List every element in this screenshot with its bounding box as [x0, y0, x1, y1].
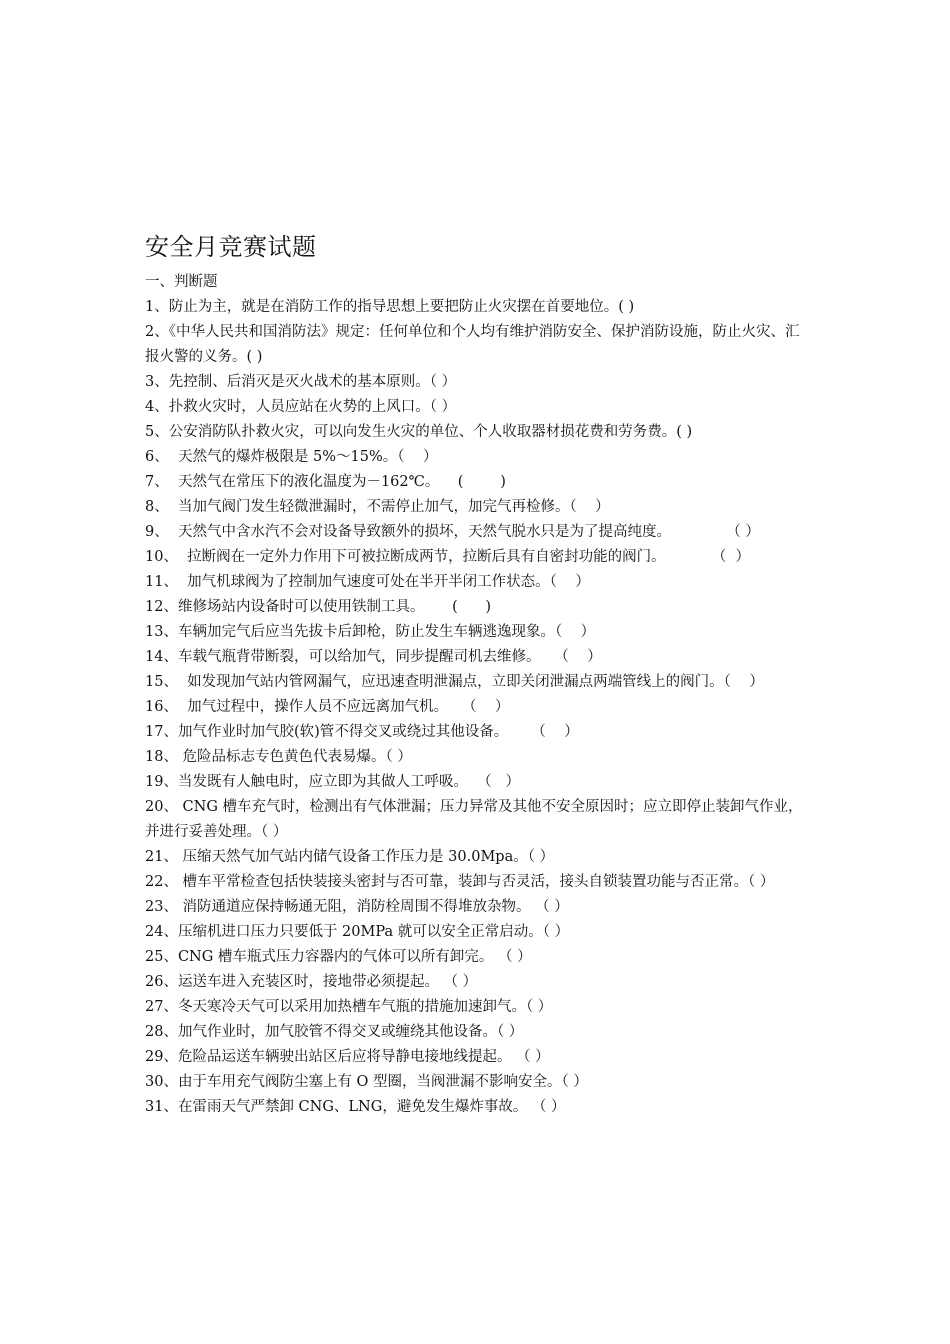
question-item: 30、由于车用充气阀防尘塞上有 O 型圈，当阀泄漏不影响安全。（ ）	[145, 1074, 588, 1090]
question-item: 3、先控制、后消灭是灭火战术的基本原则。（ ）	[145, 374, 457, 390]
document-body	[145, 230, 810, 1120]
question-item: 4、扑救火灾时，人员应站在火势的上风口。（ ）	[145, 399, 457, 415]
question-item: 10、 拉断阀在一定外力作用下可被拉断成两节，拉断后具有自密封功能的阀门。 （ ）	[145, 549, 750, 565]
question-item: 21、 压缩天然气加气站内储气设备工作压力是 30.0Mpa。（ ）	[145, 849, 555, 865]
question-item: 18、 危险品标志专色黄色代表易爆。（ ）	[145, 749, 412, 765]
question-list	[145, 295, 810, 1120]
question-item: 5、公安消防队扑救火灾，可以向发生火灾的单位、个人收取器材损花费和劳务费。( )	[145, 424, 693, 440]
question-item: 8、 当加气阀门发生轻微泄漏时，不需停止加气，加完气再检修。（ ）	[145, 499, 610, 515]
question-item: 7、 天然气在常压下的液化温度为－162℃。 ( )	[145, 474, 506, 490]
question-item: 31、在雷雨天气严禁卸 CNG、LNG，避免发生爆炸事故。 （ ）	[145, 1099, 566, 1115]
question-item: 11、 加气机球阀为了控制加气速度可处在半开半闭工作状态。（ ）	[145, 574, 590, 590]
question-item: 1、防止为主，就是在消防工作的指导思想上要把防止火灾摆在首要地位。( )	[145, 299, 635, 315]
question-item: 27、冬天寒冷天气可以采用加热槽车气瓶的措施加速卸气。（ ）	[145, 999, 553, 1015]
question-item: 9、 天然气中含水汽不会对设备导致额外的损坏，天然气脱水只是为了提高纯度。 （ ）	[145, 524, 760, 540]
question-item: 17、加气作业时加气胶(软)管不得交叉或绕过其他设备。 （ ）	[145, 724, 579, 740]
question-item: 14、车载气瓶背带断裂，可以给加气，同步提醒司机去维修。 （ ）	[145, 649, 602, 665]
question-item: 15、 如发现加气站内管网漏气，应迅速查明泄漏点，立即关闭泄漏点两端管线上的阀门。（ ）	[145, 674, 764, 690]
question-item: 28、加气作业时，加气胶管不得交叉或缠绕其他设备。（ ）	[145, 1024, 524, 1040]
section-heading: 一、判断题	[145, 274, 218, 290]
question-item: 12、维修场站内设备时可以使用铁制工具。 ( )	[145, 599, 492, 615]
question-item: 23、 消防通道应保持畅通无阻，消防栓周围不得堆放杂物。 （ ）	[145, 899, 569, 915]
question-item: 13、车辆加完气后应当先拔卡后卸枪，防止发生车辆逃逸现象。（ ）	[145, 624, 596, 640]
question-item: 25、CNG 槽车瓶式压力容器内的气体可以所有卸完。 （ ）	[145, 949, 532, 965]
question-item: 29、危险品运送车辆驶出站区后应将导静电接地线提起。 （ ）	[145, 1049, 550, 1065]
question-item: 19、当发既有人触电时，应立即为其做人工呼吸。 （ ）	[145, 774, 520, 790]
document-title: 安全月竞赛试题	[145, 233, 317, 261]
question-item: 26、运送车进入充装区时，接地带必须提起。 （ ）	[145, 974, 478, 990]
question-item: 16、 加气过程中，操作人员不应远离加气机。 （ ）	[145, 699, 510, 715]
question-item: 6、 天然气的爆炸极限是 5%～15%。（ ）	[145, 449, 438, 465]
question-item: 20、 CNG 槽车充气时，检测出有气体泄漏；压力异常及其他不安全原因时；应立即停止装卸气作业，并进行妥善处理。（ ）	[145, 799, 803, 840]
question-item: 22、 槽车平常检查包括快装接头密封与否可靠，装卸与否灵活，接头自锁装置功能与否正常。（ ）	[145, 874, 775, 890]
question-item: 2、《中华人民共和国消防法》规定：任何单位和个人均有维护消防安全、保护消防设施，防止火灾、汇报火警的义务。( )	[145, 324, 800, 365]
question-item: 24、压缩机进口压力只要低于 20MPa 就可以安全正常启动。（ ）	[145, 924, 570, 940]
